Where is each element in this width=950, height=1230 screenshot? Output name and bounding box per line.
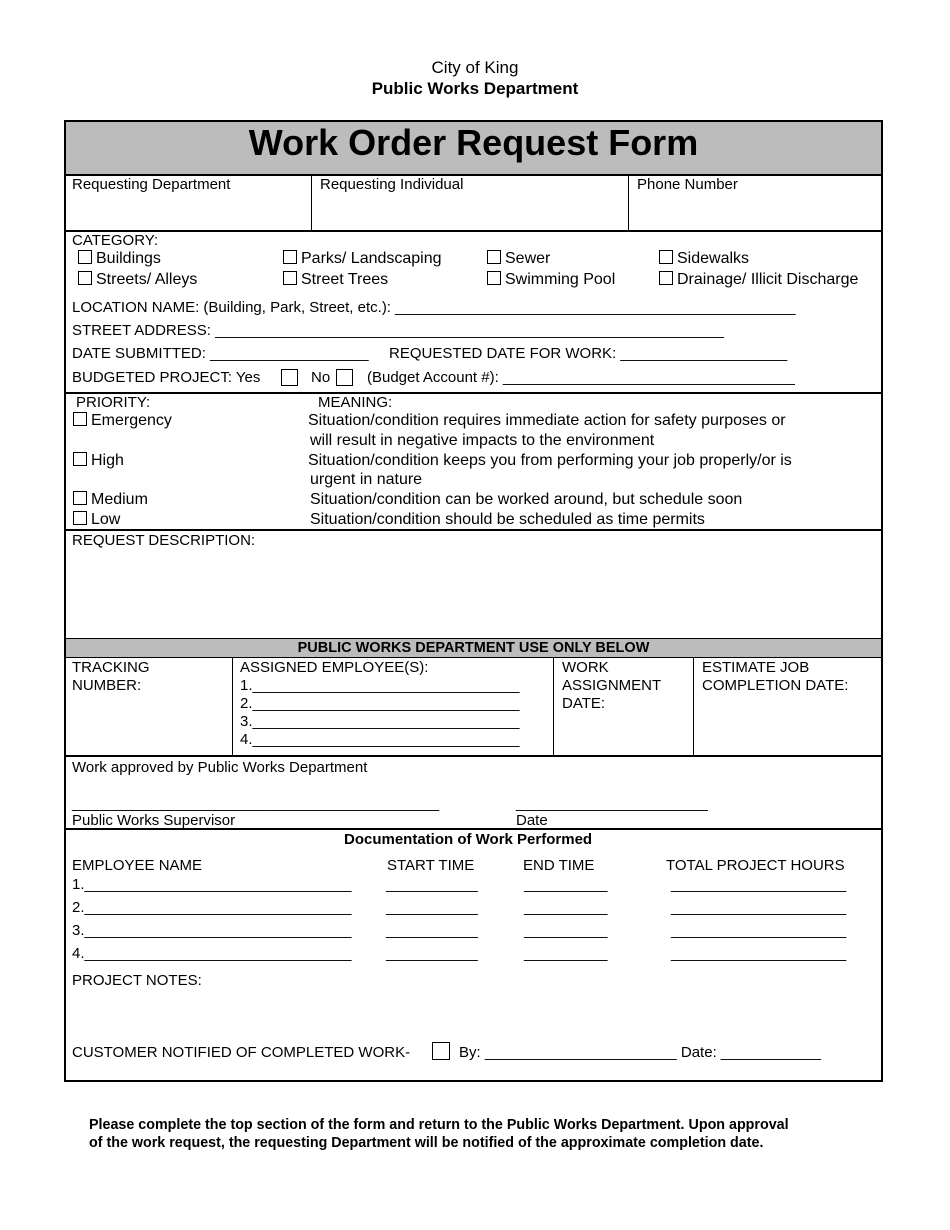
employee-name-line[interactable]: 3.________________________________ bbox=[72, 922, 352, 939]
meaning-label: MEANING: bbox=[318, 394, 393, 411]
category-option-buildings[interactable] bbox=[78, 250, 161, 268]
start-time-line[interactable]: ___________ bbox=[386, 876, 478, 893]
category-option-parks[interactable] bbox=[283, 250, 442, 268]
category-label: CATEGORY: bbox=[72, 232, 159, 249]
location-name-field[interactable]: LOCATION NAME: (Building, Park, Street, etc.): ________________________________________________ bbox=[72, 299, 796, 316]
checkbox-icon[interactable] bbox=[78, 250, 92, 264]
work-assignment-date-label: ASSIGNMENT bbox=[562, 677, 662, 694]
total-hours-line[interactable]: _____________________ bbox=[671, 922, 847, 939]
checkbox-icon[interactable] bbox=[659, 250, 673, 264]
end-time-line[interactable]: __________ bbox=[524, 899, 608, 916]
checkbox-icon[interactable] bbox=[73, 491, 87, 505]
category-option-swimming-pool[interactable] bbox=[487, 271, 615, 289]
divider bbox=[64, 392, 881, 394]
assigned-employees-label: ASSIGNED EMPLOYEE(S): bbox=[240, 659, 429, 676]
checkbox-icon[interactable] bbox=[78, 271, 92, 285]
category-option-label: Parks/ Landscaping bbox=[301, 250, 442, 267]
project-notes-field[interactable]: PROJECT NOTES: bbox=[72, 972, 202, 989]
category-option-label: Swimming Pool bbox=[505, 271, 616, 288]
tracking-number-label: NUMBER: bbox=[72, 677, 142, 694]
checkbox-icon[interactable] bbox=[659, 271, 673, 285]
divider bbox=[64, 755, 881, 757]
category-option-streets[interactable] bbox=[78, 271, 197, 289]
priority-name: High bbox=[91, 452, 124, 469]
employee-name-line[interactable]: 1.________________________________ bbox=[72, 876, 352, 893]
checkbox-icon[interactable] bbox=[283, 271, 297, 285]
priority-name: Low bbox=[91, 511, 121, 528]
category-option-sewer[interactable] bbox=[487, 250, 550, 268]
start-time-header: START TIME bbox=[387, 857, 475, 874]
priority-name: Emergency bbox=[91, 412, 172, 429]
approval-date-label: Date bbox=[516, 812, 548, 829]
assigned-employee-line[interactable]: 3.________________________________ bbox=[240, 713, 520, 730]
priority-meaning: Situation/condition keeps you from performing your job properly/or is bbox=[308, 452, 792, 469]
divider bbox=[64, 230, 881, 232]
assigned-employee-line[interactable]: 4.________________________________ bbox=[240, 731, 520, 748]
category-option-street-trees[interactable] bbox=[283, 271, 388, 289]
assigned-employee-line[interactable]: 2.________________________________ bbox=[240, 695, 520, 712]
priority-meaning: urgent in nature bbox=[310, 471, 423, 488]
requesting-department-field[interactable]: Requesting Department bbox=[72, 176, 231, 193]
priority-meaning: Situation/condition should be scheduled as time permits bbox=[310, 511, 705, 528]
notified-by-date-field[interactable]: By: _______________________ Date: ____________ bbox=[459, 1044, 822, 1061]
estimate-completion-label: COMPLETION DATE: bbox=[702, 677, 849, 694]
category-option-label: Buildings bbox=[96, 250, 161, 267]
documentation-title: Documentation of Work Performed bbox=[344, 831, 593, 848]
end-time-line[interactable]: __________ bbox=[524, 945, 608, 962]
category-option-label: Sewer bbox=[505, 250, 551, 267]
checkbox-icon[interactable] bbox=[73, 511, 87, 525]
estimate-completion-label: ESTIMATE JOB bbox=[702, 659, 810, 676]
employee-name-line[interactable]: 4.________________________________ bbox=[72, 945, 352, 962]
checkbox-icon[interactable] bbox=[73, 412, 87, 426]
checkbox-icon[interactable] bbox=[73, 452, 87, 466]
priority-medium[interactable] bbox=[73, 491, 148, 509]
priority-meaning: Situation/condition requires immediate action for safety purposes or bbox=[308, 412, 786, 429]
street-address-field[interactable]: STREET ADDRESS: _____________________________________________________________ bbox=[72, 322, 724, 339]
divider bbox=[693, 657, 694, 756]
divider bbox=[311, 175, 312, 231]
approval-date-line[interactable]: _______________________ bbox=[516, 795, 708, 812]
footer-instructions: of the work request, the requesting Department will be notified of the approximate completion date. bbox=[89, 1135, 764, 1151]
category-option-drainage[interactable] bbox=[659, 271, 858, 289]
total-hours-line[interactable]: _____________________ bbox=[671, 876, 847, 893]
start-time-line[interactable]: ___________ bbox=[386, 945, 478, 962]
city-name: City of King bbox=[431, 58, 519, 77]
divider bbox=[232, 657, 233, 756]
category-option-label: Streets/ Alleys bbox=[96, 271, 198, 288]
budget-account-field[interactable]: (Budget Account #): ___________________________________ bbox=[367, 369, 795, 386]
total-hours-line[interactable]: _____________________ bbox=[671, 899, 847, 916]
divider bbox=[553, 657, 554, 756]
priority-emergency[interactable] bbox=[73, 412, 172, 430]
department-name: Public Works Department bbox=[371, 79, 579, 98]
request-description-field[interactable]: REQUEST DESCRIPTION: bbox=[72, 532, 256, 549]
budget-no-label: No bbox=[311, 369, 331, 386]
customer-notified-label: CUSTOMER NOTIFIED OF COMPLETED WORK- bbox=[72, 1044, 411, 1061]
budgeted-project-label: BUDGETED PROJECT: Yes bbox=[72, 369, 261, 386]
start-time-line[interactable]: ___________ bbox=[386, 922, 478, 939]
category-option-label: Drainage/ Illicit Discharge bbox=[677, 271, 859, 288]
supervisor-label: Public Works Supervisor bbox=[72, 812, 236, 829]
budget-yes-checkbox[interactable] bbox=[281, 369, 298, 386]
requested-date-field[interactable]: REQUESTED DATE FOR WORK: ____________________ bbox=[389, 345, 788, 362]
checkbox-icon[interactable] bbox=[283, 250, 297, 264]
tracking-number-label: TRACKING bbox=[72, 659, 150, 676]
category-option-sidewalks[interactable] bbox=[659, 250, 749, 268]
pw-use-only-label: PUBLIC WORKS DEPARTMENT USE ONLY BELOW bbox=[297, 640, 650, 656]
priority-meaning: will result in negative impacts to the environment bbox=[310, 432, 655, 449]
footer-instructions: Please complete the top section of the form and return to the Public Works Department. Upon approval bbox=[89, 1117, 789, 1133]
work-assignment-date-label: WORK bbox=[562, 659, 609, 676]
form-title: Work Order Request Form bbox=[248, 122, 699, 163]
end-time-line[interactable]: __________ bbox=[524, 922, 608, 939]
approval-label: Work approved by Public Works Department bbox=[72, 759, 368, 776]
phone-number-field[interactable]: Phone Number bbox=[637, 176, 738, 193]
work-assignment-date-label: DATE: bbox=[562, 695, 606, 712]
priority-low[interactable] bbox=[73, 511, 120, 529]
requesting-individual-field[interactable]: Requesting Individual bbox=[320, 176, 464, 193]
checkbox-icon[interactable] bbox=[487, 250, 501, 264]
category-option-label: Sidewalks bbox=[677, 250, 750, 267]
employee-name-header: EMPLOYEE NAME bbox=[72, 857, 203, 874]
divider bbox=[628, 175, 629, 231]
employee-name-line[interactable]: 2.________________________________ bbox=[72, 899, 352, 916]
category-option-label: Street Trees bbox=[301, 271, 389, 288]
end-time-line[interactable]: __________ bbox=[524, 876, 608, 893]
total-hours-line[interactable]: _____________________ bbox=[671, 945, 847, 962]
priority-high[interactable] bbox=[73, 452, 124, 470]
date-submitted-field[interactable]: DATE SUBMITTED: ___________________ bbox=[72, 345, 369, 362]
priority-name: Medium bbox=[91, 491, 148, 508]
priority-meaning: Situation/condition can be worked around, but schedule soon bbox=[310, 491, 743, 508]
total-hours-header: TOTAL PROJECT HOURS bbox=[666, 857, 845, 874]
supervisor-signature-line[interactable]: ____________________________________________ bbox=[72, 795, 440, 812]
start-time-line[interactable]: ___________ bbox=[386, 899, 478, 916]
priority-label: PRIORITY: bbox=[76, 394, 151, 411]
divider bbox=[64, 529, 881, 531]
end-time-header: END TIME bbox=[523, 857, 595, 874]
customer-notified-checkbox[interactable] bbox=[432, 1042, 450, 1060]
checkbox-icon[interactable] bbox=[487, 271, 501, 285]
assigned-employee-line[interactable]: 1.________________________________ bbox=[240, 677, 520, 694]
budget-no-checkbox[interactable] bbox=[336, 369, 353, 386]
